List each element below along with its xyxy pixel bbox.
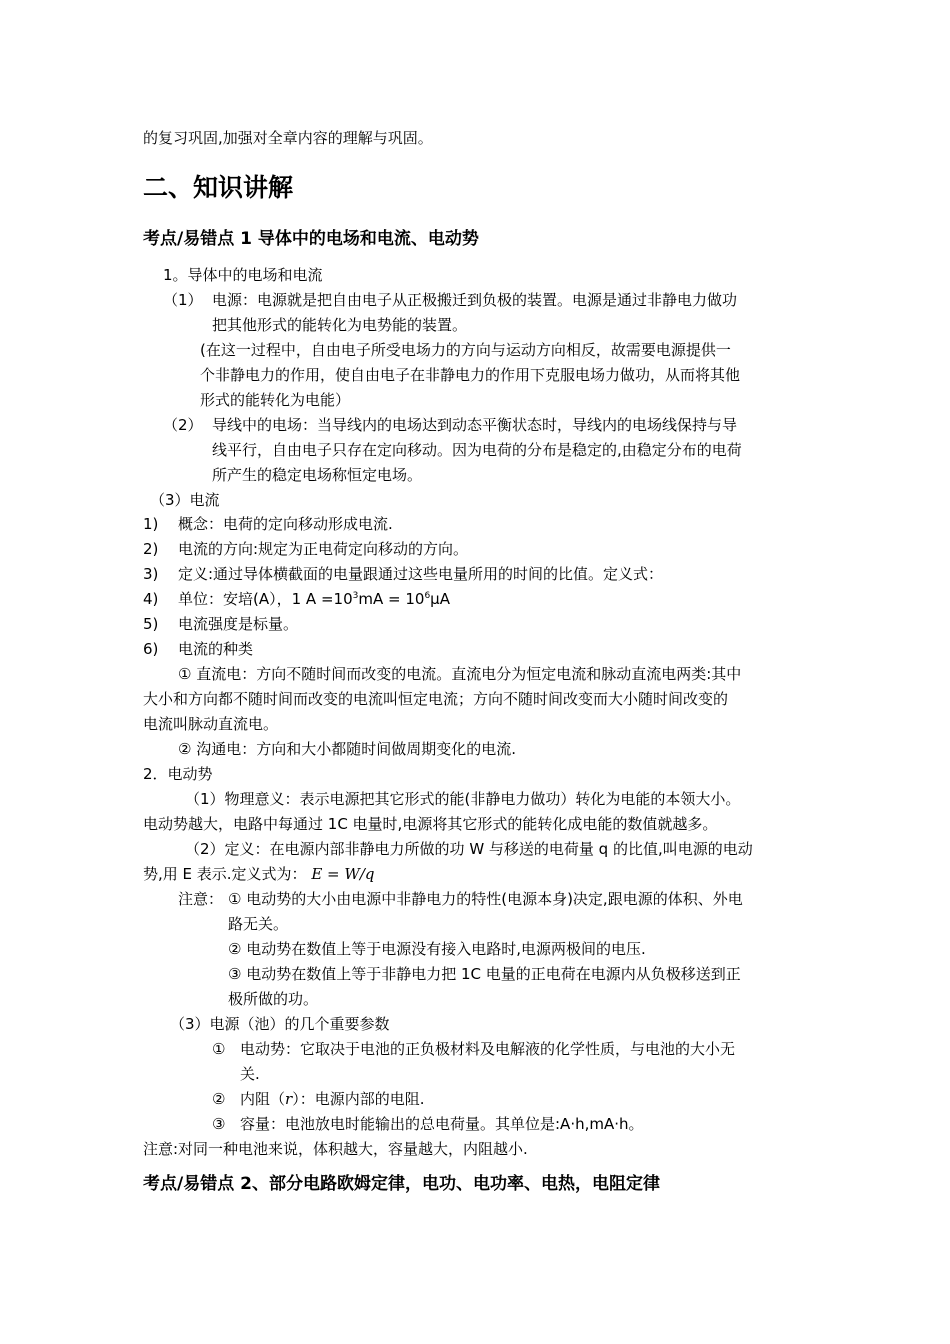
paragraph-line: 电源：电源就是把自由电子从正极搬迁到负极的装置。电源是通过非静电力做功 bbox=[212, 291, 738, 309]
exponent: 3 bbox=[352, 591, 359, 601]
list-item: 电流强度是标量。 bbox=[178, 615, 299, 633]
subsection-heading: （3）电流 bbox=[150, 491, 220, 509]
list-number: ① bbox=[212, 1040, 226, 1058]
paragraph-line: 大小和方向都不随时间而改变的电流叫恒定电流；方向不随时间改变而大小随时间改变的 bbox=[143, 690, 729, 708]
list-item: 电动势：它取决于电池的正负极材料及电解液的化学性质，与电池的大小无 bbox=[240, 1040, 736, 1058]
subsection-heading: 1。导体中的电场和电流 bbox=[163, 266, 323, 284]
list-number: ② bbox=[212, 1090, 226, 1108]
paragraph-line: ② 沟通电：方向和大小都随时间做周期变化的电流. bbox=[178, 740, 516, 758]
list-item: 概念：电荷的定向移动形成电流. bbox=[178, 515, 393, 533]
list-number: 1) bbox=[143, 515, 159, 533]
item-number: （1） bbox=[163, 291, 203, 309]
paragraph-line: 形式的能转化为电能） bbox=[200, 391, 351, 409]
item-text: 内阻（ bbox=[240, 1090, 286, 1108]
paragraph-line: 电动势越大，电路中每通过 1C 电量时,电源将其它形式的能转化成电能的数值就越多。 bbox=[143, 815, 718, 833]
emf-formula: E = W/q bbox=[311, 865, 375, 883]
list-number: 3) bbox=[143, 565, 159, 583]
paragraph-line: 个非静电力的作用，使自由电子在非静电力的作用下克服电场力做功，从而将其他 bbox=[200, 366, 741, 384]
list-item: 关. bbox=[240, 1065, 260, 1083]
intro-tail-text: 的复习巩固,加强对全章内容的理解与巩固。 bbox=[143, 129, 433, 147]
list-item: 电流的方向:规定为正电荷定向移动的方向。 bbox=[178, 540, 469, 558]
section-heading: 二、知识讲解 bbox=[143, 173, 294, 202]
resistance-symbol: r bbox=[285, 1090, 293, 1108]
paragraph-line: 所产生的稳定电场称恒定电场。 bbox=[212, 466, 423, 484]
paragraph-line: (在这一过程中，自由电子所受电场力的方向与运动方向相反，故需要电源提供一 bbox=[200, 341, 731, 359]
item-text: ）：电源内部的电阻. bbox=[292, 1090, 425, 1108]
topic2-heading: 考点/易错点 2、部分电路欧姆定律，电功、电功率、电热，电阻定律 bbox=[143, 1174, 660, 1194]
note-line: 注意:对同一种电池来说，体积越大，容量越大，内阻越小. bbox=[143, 1140, 528, 1158]
unit-text: μA bbox=[430, 590, 450, 608]
paragraph-line: （1）物理意义：表示电源把其它形式的能(非静电力做功）转化为电能的本领大小。 bbox=[185, 790, 741, 808]
note-line: 路无关。 bbox=[228, 915, 289, 933]
definition-text: 势,用 E 表示.定义式为： bbox=[143, 865, 307, 883]
subsection-heading: （3）电源（池）的几个重要参数 bbox=[170, 1015, 390, 1033]
note-line: ② 电动势在数值上等于电源没有接入电路时,电源两极间的电压. bbox=[228, 940, 646, 958]
exponent: 6 bbox=[424, 591, 431, 601]
item-number: （2） bbox=[163, 416, 203, 434]
list-item: 电流的种类 bbox=[178, 640, 254, 658]
topic1-heading: 考点/易错点 1 导体中的电场和电流、电动势 bbox=[143, 229, 479, 249]
list-item-unit bbox=[178, 589, 450, 609]
paragraph-line: （2）定义：在电源内部非静电力所做的功 W 与移送的电荷量 q 的比值,叫电源的电动 bbox=[185, 840, 753, 858]
list-number: 6) bbox=[143, 640, 159, 658]
note-line: ① 电动势的大小由电源中非静电力的特性(电源本身)决定,跟电源的体积、外电 bbox=[228, 890, 743, 908]
subsection-heading: 2．电动势 bbox=[143, 765, 213, 783]
paragraph-line: 电流叫脉动直流电。 bbox=[143, 715, 279, 733]
list-item: 容量：电池放电时能输出的总电荷量。其单位是:A·h,mA·h。 bbox=[240, 1115, 644, 1133]
list-number: 4) bbox=[143, 590, 159, 608]
unit-text: mA = 10 bbox=[358, 590, 425, 608]
paragraph-line: ① 直流电：方向不随时间而改变的电流。直流电分为恒定电流和脉动直流电两类:其中 bbox=[178, 665, 742, 683]
list-number: 2) bbox=[143, 540, 159, 558]
note-line: ③ 电动势在数值上等于非静电力把 1C 电量的正电荷在电源内从负极移送到正 bbox=[228, 965, 741, 983]
paragraph-line: 把其他形式的能转化为电势能的装置。 bbox=[212, 316, 468, 334]
paragraph-line: 线平行，自由电子只存在定向移动。因为电荷的分布是稳定的,由稳定分布的电荷 bbox=[212, 441, 742, 459]
note-label: 注意： bbox=[178, 890, 224, 908]
list-number: ③ bbox=[212, 1115, 226, 1133]
list-item: 定义:通过导体横截面的电量跟通过这些电量所用的时间的比值。定义式： bbox=[178, 565, 664, 583]
list-item bbox=[240, 1089, 424, 1109]
unit-text: 单位：安培(A），1 A =10 bbox=[178, 590, 353, 608]
list-number: 5) bbox=[143, 615, 159, 633]
paragraph-line bbox=[143, 864, 374, 884]
note-line: 极所做的功。 bbox=[228, 990, 319, 1008]
paragraph-line: 导线中的电场：当导线内的电场达到动态平衡状态时，导线内的电场线保持与导 bbox=[212, 416, 738, 434]
